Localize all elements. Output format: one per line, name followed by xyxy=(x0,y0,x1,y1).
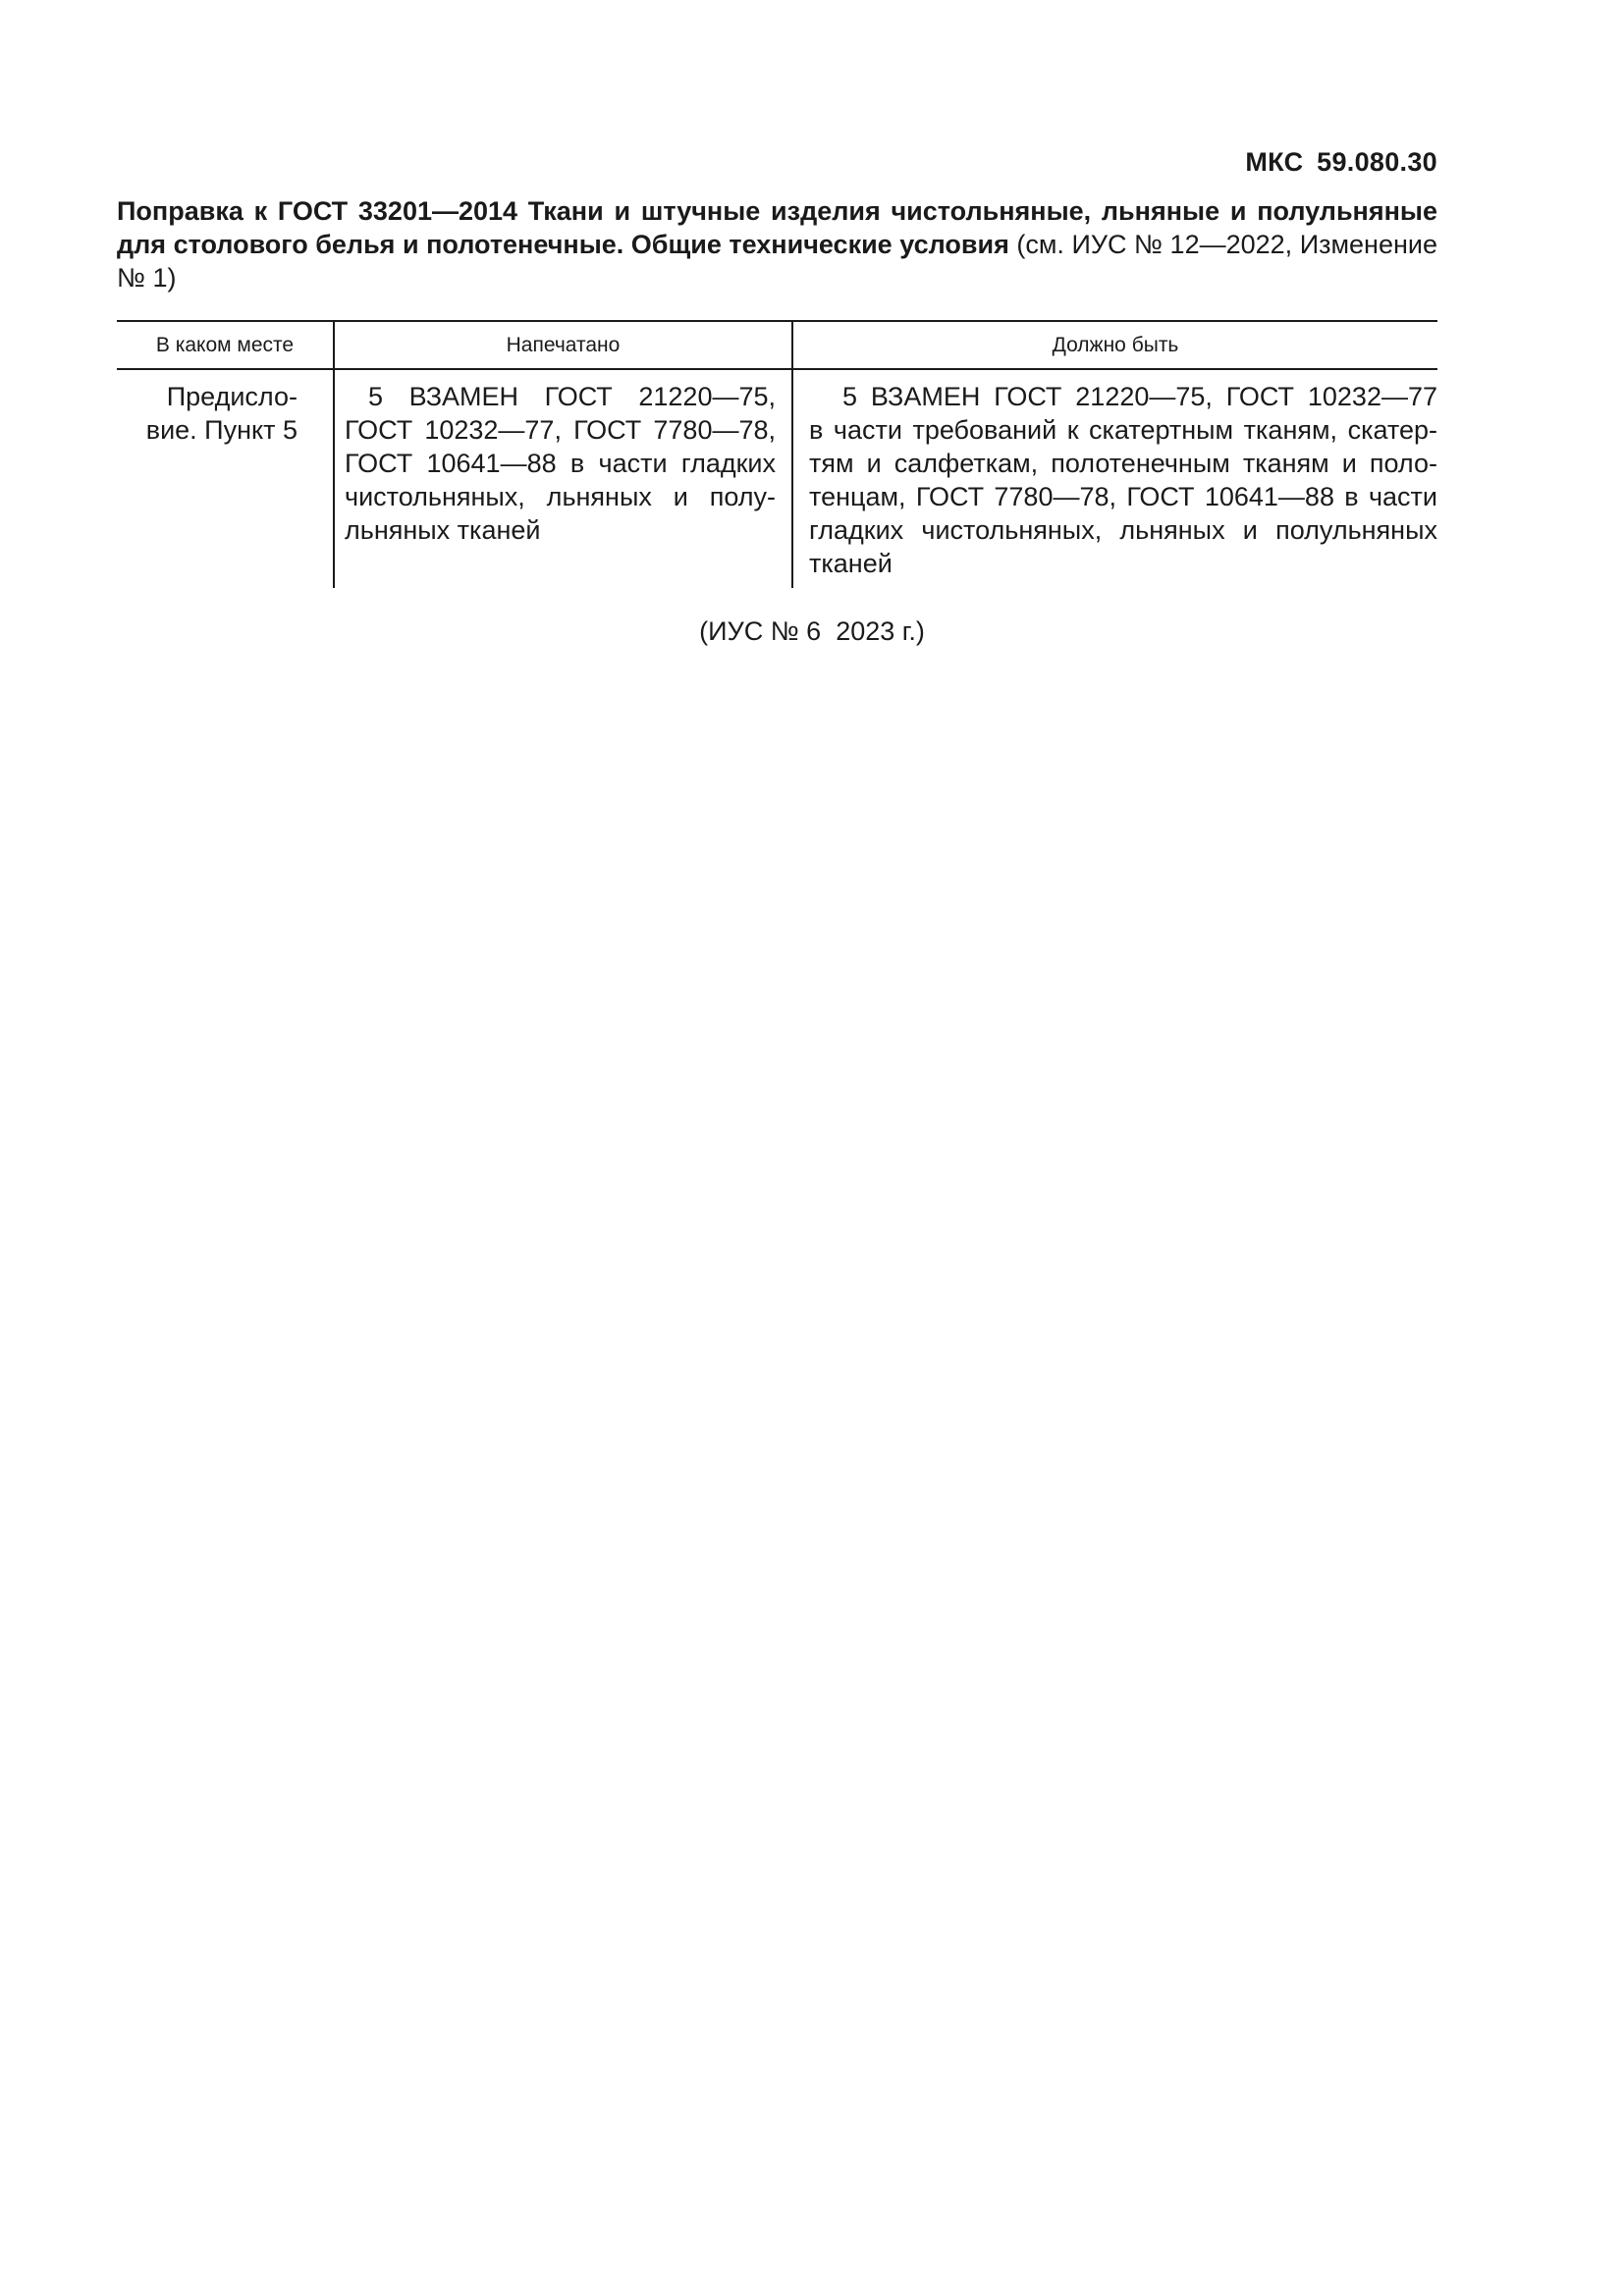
header-should-be: Должно быть xyxy=(791,322,1437,368)
printed-line: ГОСТ 10641—88 в части гладких xyxy=(345,449,776,478)
header-place: В каком месте xyxy=(155,334,295,356)
mks-code: МКС 59.080.30 xyxy=(1245,147,1437,177)
cell-printed xyxy=(333,370,791,588)
cell-place xyxy=(117,370,333,588)
correction-title-bold: Поправка к ГОСТ 33201—2014 Ткани и штучные изделия чистольняные, льняные и полульняные для столового белья и полотенечные. Общие технические условия xyxy=(117,196,1437,259)
should-be-line: гладких чистольняных, льняных и полульняных xyxy=(809,515,1437,545)
correction-table xyxy=(117,320,1437,588)
header-printed: Напечатано xyxy=(333,322,791,368)
should-be-line: в части требований к скатертным тканям, скатер- xyxy=(809,415,1437,445)
should-be-line: 5 ВЗАМЕН ГОСТ 21220—75, ГОСТ 10232—77 xyxy=(842,382,1437,411)
printed-line: чистольняных, льняных и полу- xyxy=(345,482,776,511)
place-line: вие. Пункт 5 xyxy=(145,415,298,445)
printed-line: 5 ВЗАМЕН ГОСТ 21220—75, xyxy=(368,382,776,411)
cell-should-be xyxy=(791,370,1437,588)
should-be-line: тканей xyxy=(809,549,893,578)
place-line: Предисло- xyxy=(166,382,298,411)
printed-line: льняных тканей xyxy=(345,515,541,545)
correction-title xyxy=(117,194,1437,294)
ius-reference: (ИУС № 6 2023 г.) xyxy=(699,616,925,646)
should-be-line: тям и салфеткам, полотенечным тканям и поло- xyxy=(809,449,1437,478)
table-row xyxy=(117,370,1437,588)
printed-line: ГОСТ 10232—77, ГОСТ 7780—78, xyxy=(345,415,776,445)
correction-title-rest: (см. ИУС № 12—2022, Изменение № 1) xyxy=(117,230,1437,293)
table-header xyxy=(117,320,1437,370)
should-be-line: тенцам, ГОСТ 7780—78, ГОСТ 10641—88 в части xyxy=(809,482,1437,511)
